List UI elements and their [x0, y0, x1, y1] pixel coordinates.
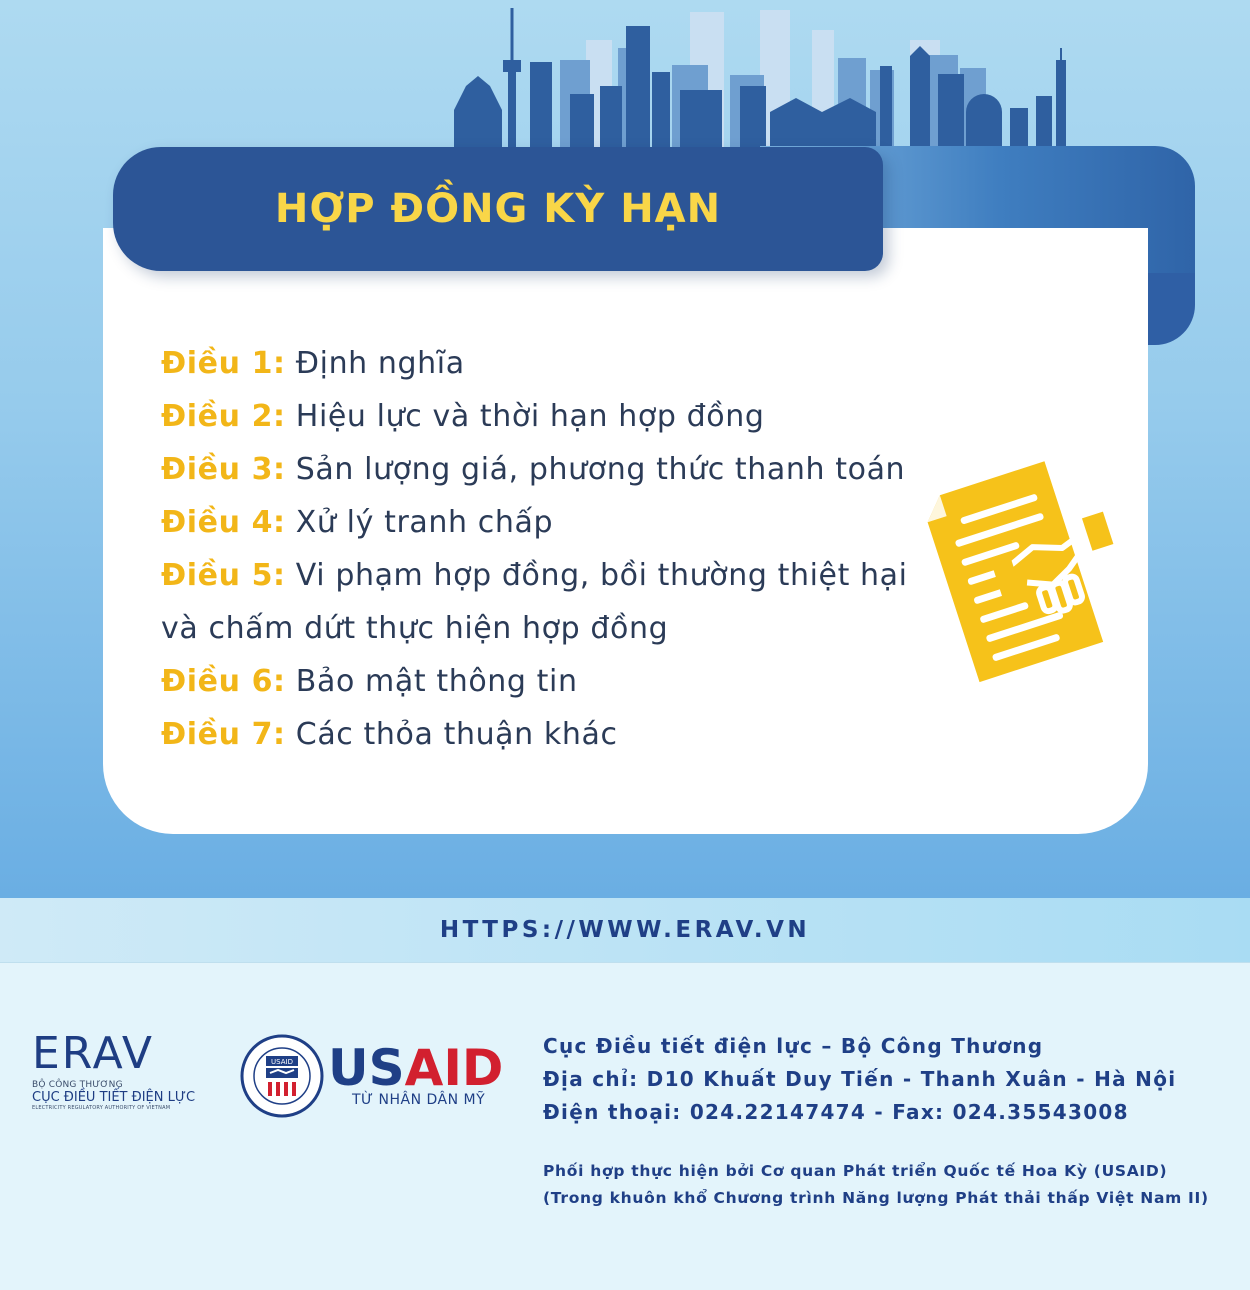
usaid-us-text: US — [328, 1039, 405, 1097]
erav-logo — [32, 1030, 217, 1111]
article-list — [161, 337, 931, 761]
contact-org: Cục Điều tiết điện lực – Bộ Công Thương — [543, 1034, 1044, 1058]
article-title: Hiệu lực và thời hạn hợp đồng — [295, 399, 765, 434]
usaid-seal-icon — [240, 1034, 324, 1118]
website-link[interactable]: HTTPS://WWW.ERAV.VN — [439, 917, 811, 943]
erav-ministry: BỘ CÔNG THƯƠNG — [32, 1080, 123, 1090]
page-title: HỢP ĐỒNG KỲ HẠN — [274, 186, 722, 232]
article-item — [161, 655, 931, 708]
article-number: Điều 1: — [161, 346, 286, 381]
article-number: Điều 6: — [161, 664, 286, 699]
article-title: Sản lượng giá, phương thức thanh toán — [295, 452, 906, 487]
website-band — [0, 898, 1250, 963]
usaid-tagline: TỪ NHÂN DÂN MỸ — [352, 1092, 486, 1108]
article-title: Bảo mật thông tin — [295, 664, 578, 699]
article-number: Điều 5: — [161, 558, 286, 593]
article-number: Điều 2: — [161, 399, 286, 434]
article-item — [161, 549, 931, 655]
cooperation-line-2: (Trong khuôn khổ Chương trình Năng lượng Phát thải thấp Việt Nam II) — [543, 1189, 1209, 1207]
erav-english-name: ELECTRICITY REGULATORY AUTHORITY OF VIETNAM — [32, 1105, 171, 1111]
erav-wordmark: ERAV — [32, 1028, 154, 1079]
banner-ribbon-curl — [1146, 273, 1195, 345]
article-item — [161, 708, 931, 761]
usaid-wordmark — [328, 1040, 503, 1096]
usaid-aid-text: AID — [404, 1039, 504, 1097]
article-item — [161, 337, 931, 390]
title-banner — [113, 147, 883, 271]
article-title: Các thỏa thuận khác — [295, 717, 618, 752]
cooperation-line-1: Phối hợp thực hiện bởi Cơ quan Phát triển Quốc tế Hoa Kỳ (USAID) — [543, 1162, 1168, 1180]
contract-handshake-icon — [925, 440, 1140, 685]
article-number: Điều 4: — [161, 505, 286, 540]
article-number: Điều 3: — [161, 452, 286, 487]
article-item — [161, 390, 931, 443]
contact-phone: Điện thoại: 024.22147474 - Fax: 024.35543008 — [543, 1100, 1129, 1124]
usaid-seal-text: USAID — [271, 1058, 293, 1066]
article-item — [161, 443, 931, 496]
article-item — [161, 496, 931, 549]
contact-address: Địa chỉ: D10 Khuất Duy Tiến - Thanh Xuân - Hà Nội — [543, 1067, 1177, 1091]
article-number: Điều 7: — [161, 717, 286, 752]
erav-name: CỤC ĐIỀU TIẾT ĐIỆN LỰC — [32, 1090, 196, 1105]
article-title: Định nghĩa — [295, 346, 465, 381]
article-title: Xử lý tranh chấp — [295, 505, 554, 540]
contact-info — [543, 1030, 1176, 1129]
cooperation-note — [543, 1158, 1209, 1212]
city-skyline-illustration — [440, 0, 1100, 160]
article-title: Vi phạm hợp đồng, bồi thường thiệt hại và chấm dứt thực hiện hợp đồng — [161, 558, 908, 646]
